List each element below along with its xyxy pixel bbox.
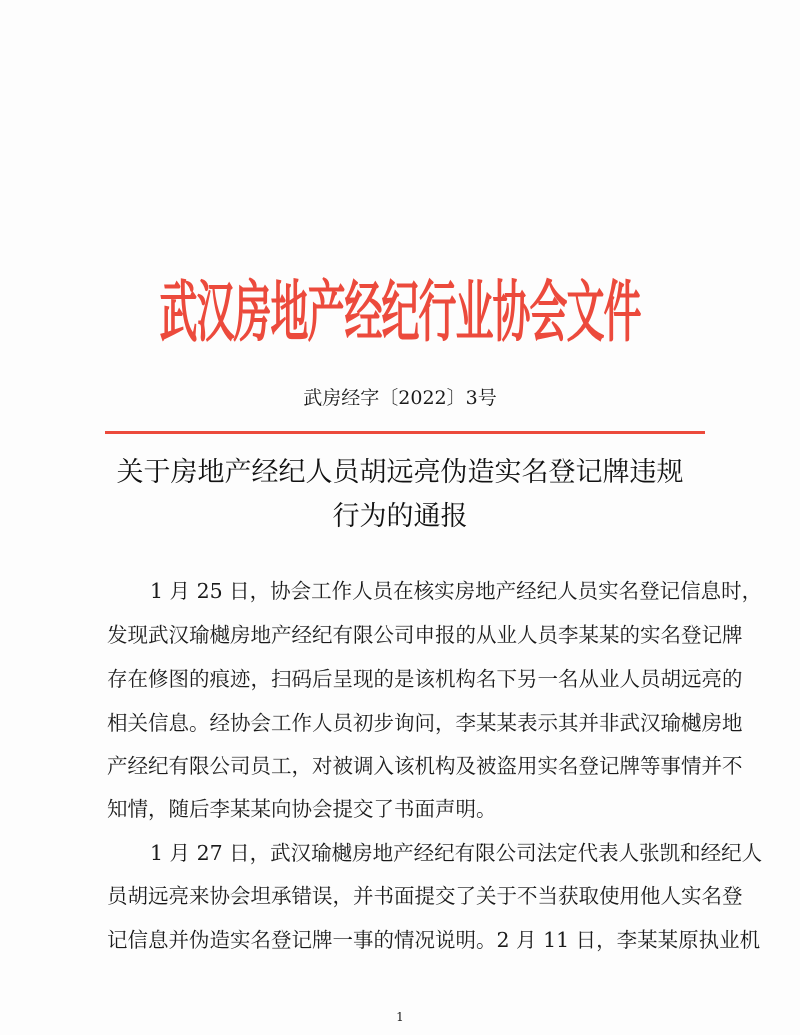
document-number: 武房经字〔2022〕3号 [303,387,497,409]
paragraph1-line: 知情，随后李某某向协会提交了书面声明。 [107,797,497,821]
paragraph2-line: 员胡远亮来协会坦承错误，并书面提交了关于不当获取使用他人实名登 [107,884,743,908]
red-divider [105,431,705,434]
paragraph1-line: 产经纪有限公司员工，对被调入该机构及被盗用实名登记牌等事情并不 [107,754,743,778]
paragraph2-line: 记信息并伪造实名登记牌一事的情况说明。2 月 11 日，李某某原执业机 [107,928,761,952]
paragraph1-line: 发现武汉瑜樾房地产经纪有限公司申报的从业人员李某某的实名登记牌 [107,623,743,647]
paragraph2-line: 1 月 27 日，武汉瑜樾房地产经纪有限公司法定代表人张凯和经纪人 [150,841,763,865]
paragraph1-line: 存在修图的痕迹，扫码后呈现的是该机构名下另一名从业人员胡远亮的 [107,667,743,691]
paragraph1-line: 相关信息。经协会工作人员初步询问，李某某表示其并非武汉瑜樾房地 [107,711,743,735]
paragraph1-line: 1 月 25 日，协会工作人员在核实房地产经纪人员实名登记信息时， [150,579,763,603]
notice-title-line1: 关于房地产经纪人员胡远亮伪造实名登记牌违规 [116,457,684,488]
notice-title-line2: 行为的通报 [332,501,468,532]
page-number: 1 [396,1010,404,1024]
document-header-title: 武汉房地产经纪行业协会文件 [159,273,641,351]
